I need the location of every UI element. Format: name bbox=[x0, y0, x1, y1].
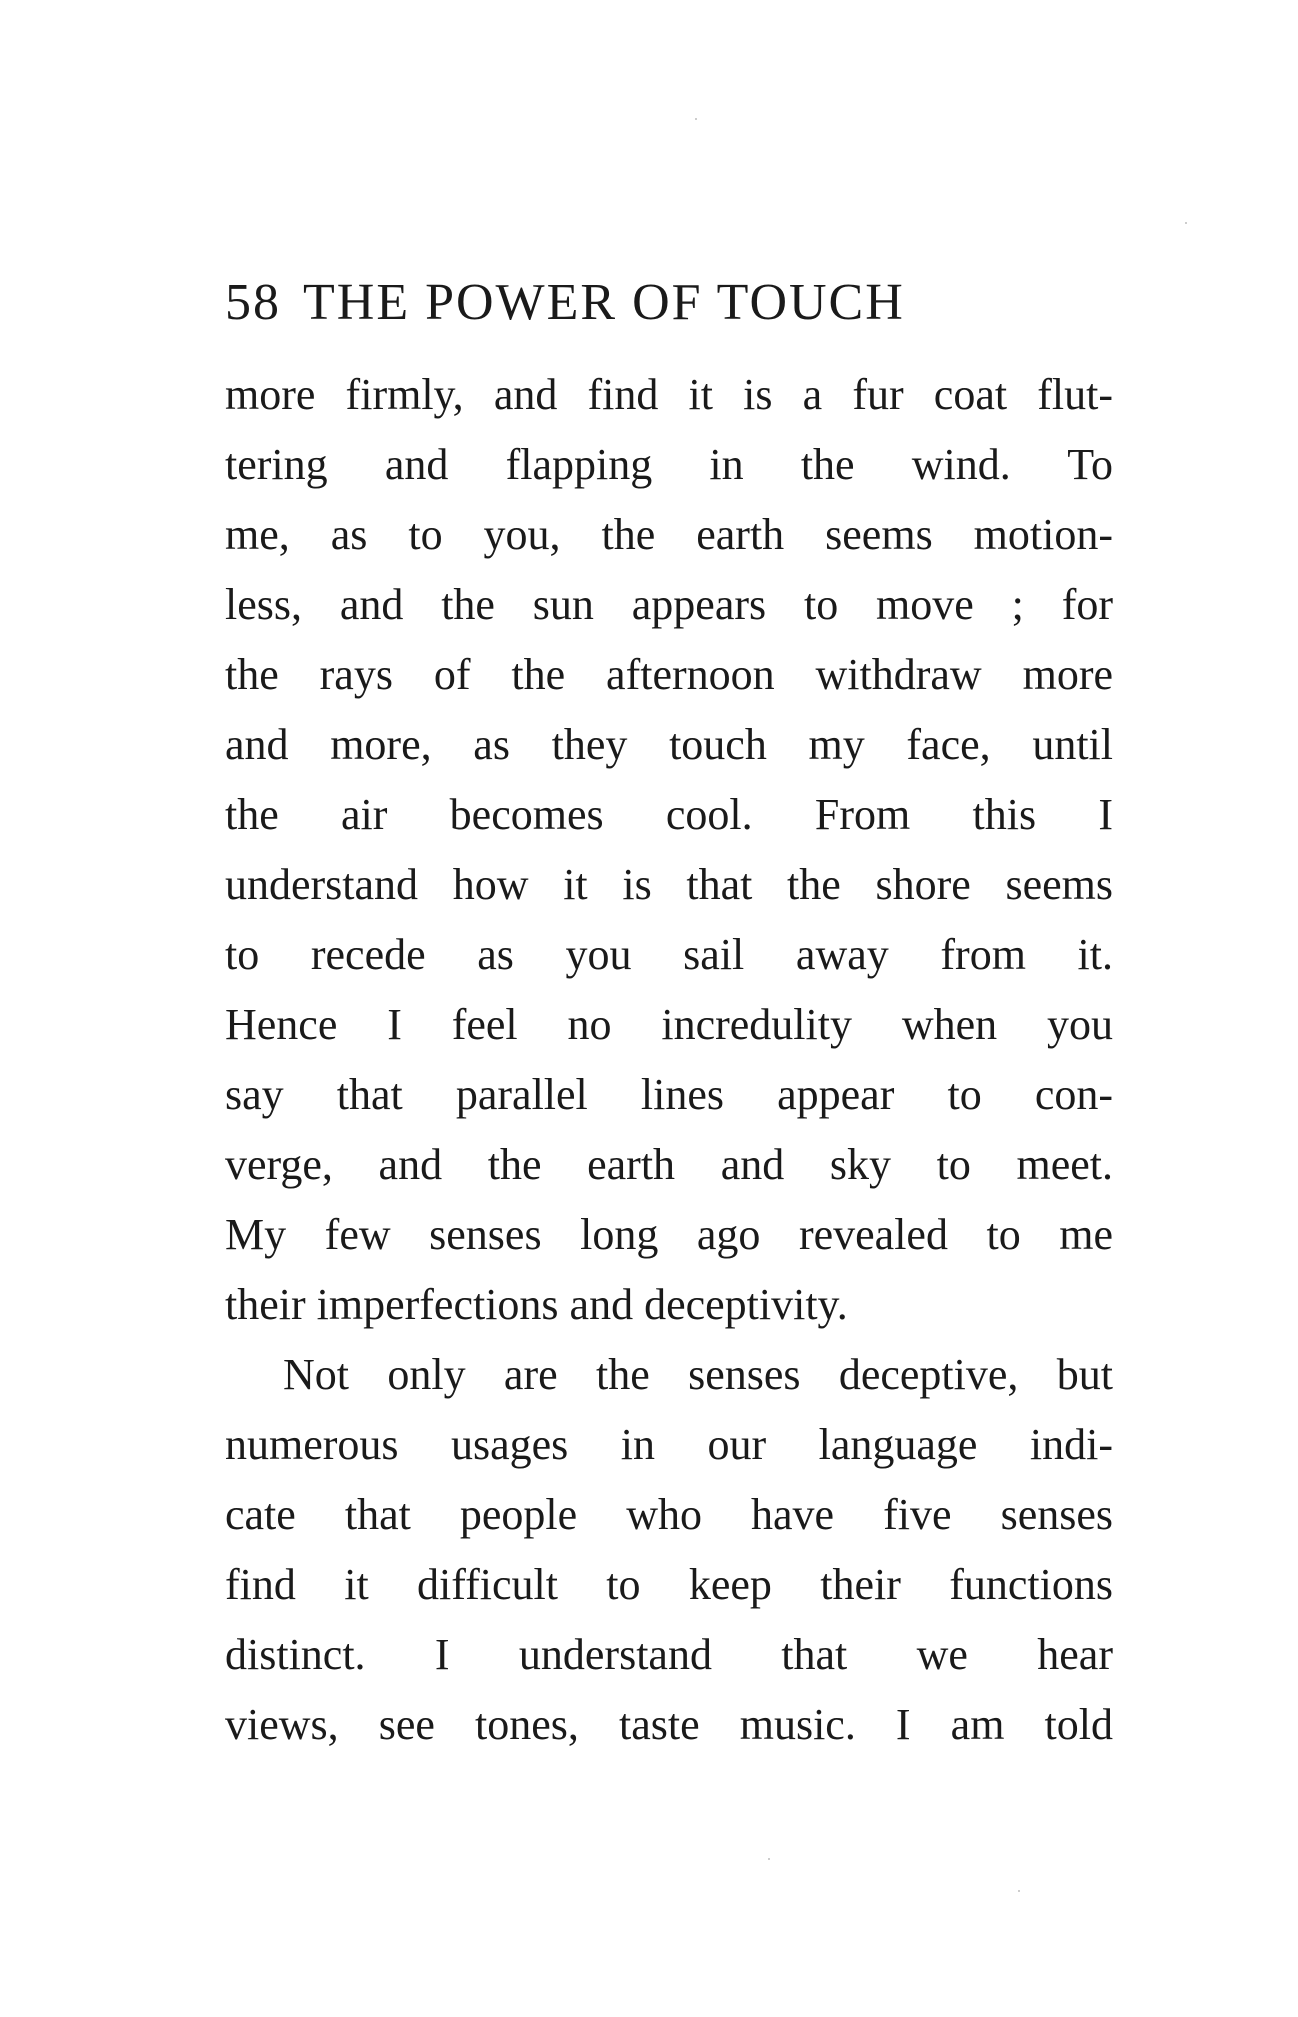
text-line: numerous usages in our language indi- bbox=[225, 1420, 1113, 1469]
text-line: their imperfections and deceptivity. bbox=[225, 1280, 848, 1329]
text-line: tering and flapping in the wind. To bbox=[225, 440, 1113, 489]
paper-speck bbox=[768, 1858, 770, 1860]
text-line: more firmly, and find it is a fur coat flut- bbox=[225, 370, 1113, 419]
text-line: the air becomes cool. From this I bbox=[225, 790, 1113, 839]
text-line: Hence I feel no incredulity when you bbox=[225, 1000, 1113, 1049]
running-title: THE POWER OF TOUCH bbox=[303, 274, 905, 331]
text-line: less, and the sun appears to move ; for bbox=[225, 580, 1113, 629]
text-line: verge, and the earth and sky to meet. bbox=[225, 1140, 1113, 1189]
text-line: the rays of the afternoon withdraw more bbox=[225, 650, 1113, 699]
text-line: Not only are the senses deceptive, but bbox=[283, 1350, 1113, 1399]
page-number: 58 bbox=[225, 274, 281, 331]
text-line: me, as to you, the earth seems motion- bbox=[225, 510, 1113, 559]
page-header bbox=[225, 268, 1125, 338]
text-line: cate that people who have five senses bbox=[225, 1490, 1113, 1539]
text-line: say that parallel lines appear to con- bbox=[225, 1070, 1113, 1119]
paragraph-2 bbox=[225, 1340, 1113, 1760]
text-line: to recede as you sail away from it. bbox=[225, 930, 1113, 979]
paper-speck bbox=[695, 118, 697, 120]
text-line: My few senses long ago revealed to me bbox=[225, 1210, 1113, 1259]
paragraph-1 bbox=[225, 360, 1113, 1340]
paper-speck bbox=[1185, 222, 1187, 224]
paper-speck bbox=[1018, 1890, 1020, 1892]
text-line: understand how it is that the shore seems bbox=[225, 860, 1113, 909]
text-line: find it difficult to keep their functions bbox=[225, 1560, 1113, 1609]
text-line: views, see tones, taste music. I am told bbox=[225, 1700, 1113, 1749]
text-line: and more, as they touch my face, until bbox=[225, 720, 1113, 769]
text-line: distinct. I understand that we hear bbox=[225, 1630, 1113, 1679]
